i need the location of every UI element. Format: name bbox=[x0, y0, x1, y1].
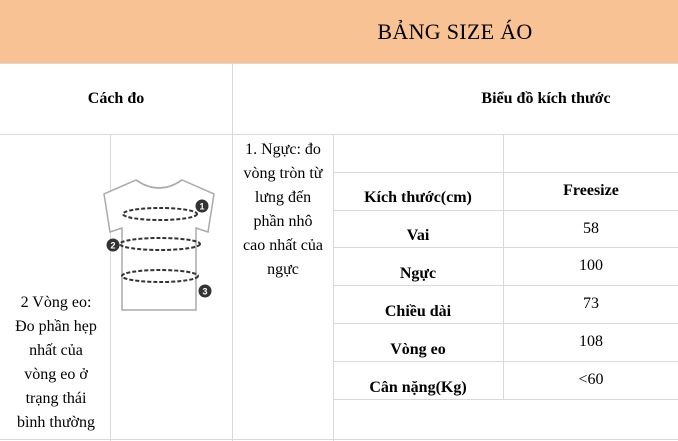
size-row-label: Ngực bbox=[399, 265, 437, 282]
marker-3-icon bbox=[199, 285, 212, 298]
size-row-label: Chiều dài bbox=[384, 303, 452, 320]
marker-2-label: 2 bbox=[110, 240, 116, 251]
chest-note-line: 1. Ngực: đo bbox=[245, 141, 321, 158]
chest-note-line: vòng tròn từ bbox=[243, 165, 323, 182]
size-row-label: Vai bbox=[406, 227, 430, 244]
chest-note-line: phần nhô bbox=[253, 213, 313, 230]
chest-note-line: ngực bbox=[267, 261, 299, 278]
marker-2-icon bbox=[107, 239, 120, 252]
marker-3-label: 3 bbox=[202, 286, 208, 297]
chest-note bbox=[232, 138, 334, 282]
size-row-value: 108 bbox=[579, 333, 603, 350]
size-row-value: 58 bbox=[583, 219, 599, 237]
chart-header: Biểu đồ kích thước bbox=[481, 90, 611, 107]
waist-note-line: 2 Vòng eo: bbox=[20, 294, 92, 311]
waist-note-line: Đo phần hẹp bbox=[15, 318, 97, 335]
size-row-label: Cân nặng(Kg) bbox=[369, 379, 467, 396]
size-row-value: 73 bbox=[583, 295, 599, 312]
size-header-label: Kích thước(cm) bbox=[364, 189, 472, 206]
marker-1-label: 1 bbox=[199, 201, 205, 212]
waist-note bbox=[0, 291, 112, 435]
grid-line bbox=[0, 439, 678, 440]
grid-line bbox=[0, 134, 678, 135]
measure-header: Cách đo bbox=[87, 90, 145, 107]
chest-note-line: lưng đến bbox=[254, 189, 312, 206]
page-title: BẢNG SIZE ÁO bbox=[377, 18, 533, 44]
waist-note-line: bình thường bbox=[16, 414, 96, 431]
tshirt-diagram bbox=[100, 172, 218, 312]
chest-note-line: cao nhất của bbox=[243, 237, 323, 254]
marker-1-icon bbox=[196, 200, 209, 213]
size-row-value: <60 bbox=[578, 371, 604, 388]
size-header-value: Freesize bbox=[563, 182, 619, 199]
size-row-label: Vòng eo bbox=[390, 341, 446, 358]
waist-note-line: nhất của bbox=[29, 342, 83, 359]
size-row-value: 100 bbox=[579, 257, 603, 274]
waist-note-line: trạng thái bbox=[25, 390, 87, 407]
waist-note-line: vòng eo ở bbox=[24, 366, 88, 383]
